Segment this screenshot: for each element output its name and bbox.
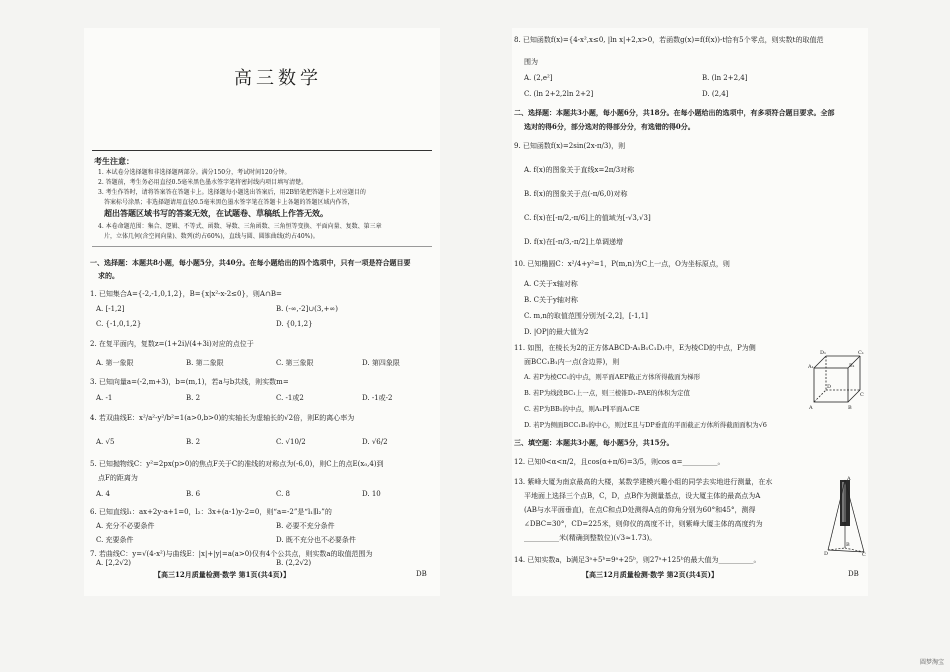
question-stem: 11. 如图，在棱长为2的正方体ABCD-A₁B₁C₁D₁中，E为棱CD的中点，P为侧 [514, 344, 756, 352]
option: B. 若P为线段BC₁上一点，则三棱锥D₁-PAE的体积为定值 [524, 389, 690, 397]
cube-vertex-label: A [809, 405, 813, 411]
option: B. 2 [186, 394, 201, 402]
option: A. √5 [96, 438, 115, 446]
footer-tag: DB [848, 570, 859, 578]
option: C. -1或2 [276, 394, 304, 402]
exam-page-right [512, 28, 868, 596]
question-stem: 10. 已知椭圆C：x²/4+y²=1，P(m,n)为C上一点，O为坐标原点，则 [514, 260, 730, 268]
option: A. 若P为棱CC₁的中点，则平面AEP截正方体所得截面为梯形 [524, 373, 701, 381]
option: C. m,n的取值范围分别为[-2,2]，[-1,1] [524, 312, 648, 320]
option: C. {-1,0,1,2} [96, 320, 142, 328]
option: C. 8 [276, 490, 291, 498]
notice-line: 答案标号涂黑；非选择题请用直径0.5毫米黑色墨水签字笔在答题卡上各题的答题区域内作答， [104, 199, 354, 206]
option: B. 第二象限 [186, 359, 224, 367]
cube-vertex-label: B₁ [849, 363, 855, 369]
option: D. 若P为侧面BCC₁B₁的中心，则过E且与DP垂直的平面截正方体所得截面面积为√6 [524, 421, 767, 429]
cube-vertex-label: C₁ [858, 350, 864, 356]
question-stem-cont: __________米(精确到整数位)(√3≈1.73)。 [524, 534, 657, 542]
figure-label: C [862, 552, 866, 556]
option: C. √10/2 [276, 438, 306, 446]
option: D. 第四象限 [362, 359, 400, 367]
cube-figure [808, 346, 864, 414]
option: C. (ln 2+2,2ln 2+2] [524, 90, 594, 98]
option: B. C关于y轴对称 [524, 296, 578, 304]
option: A. f(x)的图象关于直线x=2π/3对称 [524, 166, 635, 174]
section-heading: 二、选择题：本题共3小题，每小题6分，共18分。在每小题给出的选项中，有多项符合题目要求。全部 [514, 108, 835, 117]
option: C. f(x)在[-π/2,-π/6]上的值域为[-√3,√3] [524, 214, 651, 222]
notice-line: 1. 本试卷分选择题和非选择题两部分。满分150分，考试时间120分钟。 [98, 169, 291, 176]
footer-tag: DB [416, 570, 427, 578]
question-stem-cont: ∠DBC=30°，CD=225米，则仰仪的高度不计，则紫峰大厦主体的高度约为 [524, 520, 763, 528]
figure-label: D [824, 551, 829, 556]
option: D. |OP|的最大值为2 [524, 328, 589, 336]
notice-line-emphasis: 超出答题区域书写的答案无效，在试题卷、草稿纸上作答无效。 [104, 208, 328, 218]
option: B. 6 [186, 490, 201, 498]
notice-line: 3. 考生作答时，请将答案答在答题卡上。选择题每小题选出答案后，用2B铅笔把答题卡上对应题目的 [98, 189, 366, 196]
notice-line: 4. 本卷命题范围：集合、逻辑、不等式、函数、导数、三角函数、三角恒等变换、平面向量、复数、第三章 [98, 223, 382, 230]
option: D. f(x)在[-π/3,-π/2]上单调递增 [524, 238, 624, 246]
option: A. -1 [96, 394, 113, 402]
cube-vertex-label: B [848, 405, 852, 411]
option: D. (2,4] [702, 90, 729, 98]
question-stem-cont: 围为 [524, 58, 538, 66]
notice-heading: 考生注意： [94, 156, 134, 166]
question-stem: 8. 已知函数f(x)={4-x²,x≤0, |ln x|+2,x>0，若函数g(x)=f(f(x))-t恰有5个零点，则实数t的取值范 [514, 36, 824, 44]
cube-vertex-label: A₁ [808, 364, 814, 370]
option: D. -1或-2 [362, 394, 393, 402]
notice-line: 2. 答题前，考生务必用直径0.5毫米黑色墨水签字笔将密封线内项目填写清楚。 [98, 179, 308, 186]
option: C. 若P为BB₁的中点，则A₁P∥平面A₁CE [524, 405, 640, 413]
question-stem: 4. 若双曲线E：x²/a²-y²/b²=1(a>0,b>0)的实轴长为虚轴长的√2倍，则E的离心率为 [90, 414, 355, 422]
option: C. 充要条件 [96, 536, 134, 544]
option: A. 充分不必要条件 [96, 522, 155, 530]
section-heading-cont: 求的。 [98, 271, 119, 280]
option: D. √6/2 [362, 438, 388, 446]
question-stem: 2. 在复平面内，复数z=(1+2i)/(4+3i)对应的点位于 [90, 340, 254, 348]
option: D. {0,1,2} [276, 320, 313, 328]
section-heading: 三、填空题：本题共3小题，每小题5分，共15分。 [514, 438, 674, 447]
page-footer: 【高三12月质量检测·数学 第1页(共4页)】 [154, 570, 290, 579]
question-stem: 7. 若曲线C：y=√(4-x²)与曲线E：|x|+|y|=a(a>0)仅有4个公共点，则实数a的取值范围为 [90, 550, 373, 558]
option: A. C关于x轴对称 [524, 280, 578, 288]
question-stem-cont: 点F的距离为 [98, 474, 138, 482]
option: B. (-∞,-2]∪(3,+∞) [276, 305, 338, 313]
question-stem: 5. 已知抛物线C：y²=2px(p>0)的焦点F关于C的准线的对称点为(-6,0)，则C上的点E(x₀,4)到 [90, 460, 384, 468]
question-stem-cont: (AB与水平面垂直)，在点C和点D处测得A点的仰角分别为60°和45°，测得 [524, 506, 756, 514]
option: D. 既不充分也不必要条件 [276, 536, 356, 544]
option: A. [2,2√2) [96, 559, 132, 567]
option: B. f(x)的图象关于点(-π/6,0)对称 [524, 190, 628, 198]
notice-line: 片，立体几何(含空间向量)、数列(约占60%)，直线与圆、圆锥曲线(约占40%)。 [104, 233, 319, 240]
question-stem: 9. 已知函数f(x)=2sin(2x-π/3)，则 [514, 142, 626, 150]
title-divider [92, 150, 432, 151]
option: D. 10 [362, 490, 381, 498]
option: C. 第三象限 [276, 359, 314, 367]
question-stem-cont: 平地面上选择三个点B，C，D，点B作为测量基点，设大厦主体的最高点为A [524, 492, 761, 500]
section-heading-cont: 选对的得6分，部分选对的得部分分，有选错的得0分。 [524, 122, 695, 131]
option: B. 2 [186, 438, 201, 446]
cube-vertex-label: C [860, 392, 864, 398]
tower-figure [824, 474, 868, 556]
option: A. (2,e²] [524, 74, 553, 82]
option: A. 第一象限 [96, 359, 134, 367]
option: B. 必要不充分条件 [276, 522, 335, 530]
option: B. (ln 2+2,4] [702, 74, 748, 82]
cube-vertex-label: D₁ [820, 350, 827, 356]
exam-page-left [84, 28, 440, 596]
cube-vertex-label: D [827, 384, 832, 390]
question-stem: 3. 已知向量a=(-2,m+3)，b=(m,1)，若a与b共线，则实数m= [90, 378, 289, 386]
section-heading: 一、选择题：本题共8小题，每小题5分，共40分。在每小题给出的四个选项中，只有一项是符合题目要 [90, 258, 411, 267]
question-stem: 6. 已知直线l₁：ax+2y-a+1=0，l₂：3x+(a-1)y-2=0，则“a=-2”是“l₁∥l₂”的 [90, 508, 332, 516]
figure-label: B [846, 542, 850, 548]
question-stem-cont: 面BCC₁B₁内一点(含边界)，则 [524, 358, 620, 366]
page-title: 高三数学 [234, 68, 322, 89]
notice-divider [92, 246, 432, 247]
question-stem: 1. 已知集合A={-2,-1,0,1,2}，B={x|x²-x-2≤0}，则A∩B= [90, 290, 282, 298]
corner-mark: 圆梦淘宝 [919, 659, 944, 666]
page-footer: 【高三12月质量检测·数学 第2页(共4页)】 [582, 570, 718, 579]
option: A. [-1,2] [96, 305, 125, 313]
figure-label: A [847, 476, 851, 482]
question-stem: 12. 已知0<α<π/2，且cos(α+π/6)=3/5，则cos α=__________。 [514, 458, 725, 466]
option: B. (2,2√2) [276, 559, 312, 567]
question-stem: 13. 紫峰大厦为南京最高的大楼，某数学建模兴趣小组的同学去实地进行测量，在水 [514, 478, 773, 486]
option: A. 4 [96, 490, 110, 498]
question-stem: 14. 已知实数a，b满足3ᵃ+5ᵇ=9ᵃ+25ᵇ，则27ᵃ+125ᵇ的最大值为__________。 [514, 556, 761, 564]
